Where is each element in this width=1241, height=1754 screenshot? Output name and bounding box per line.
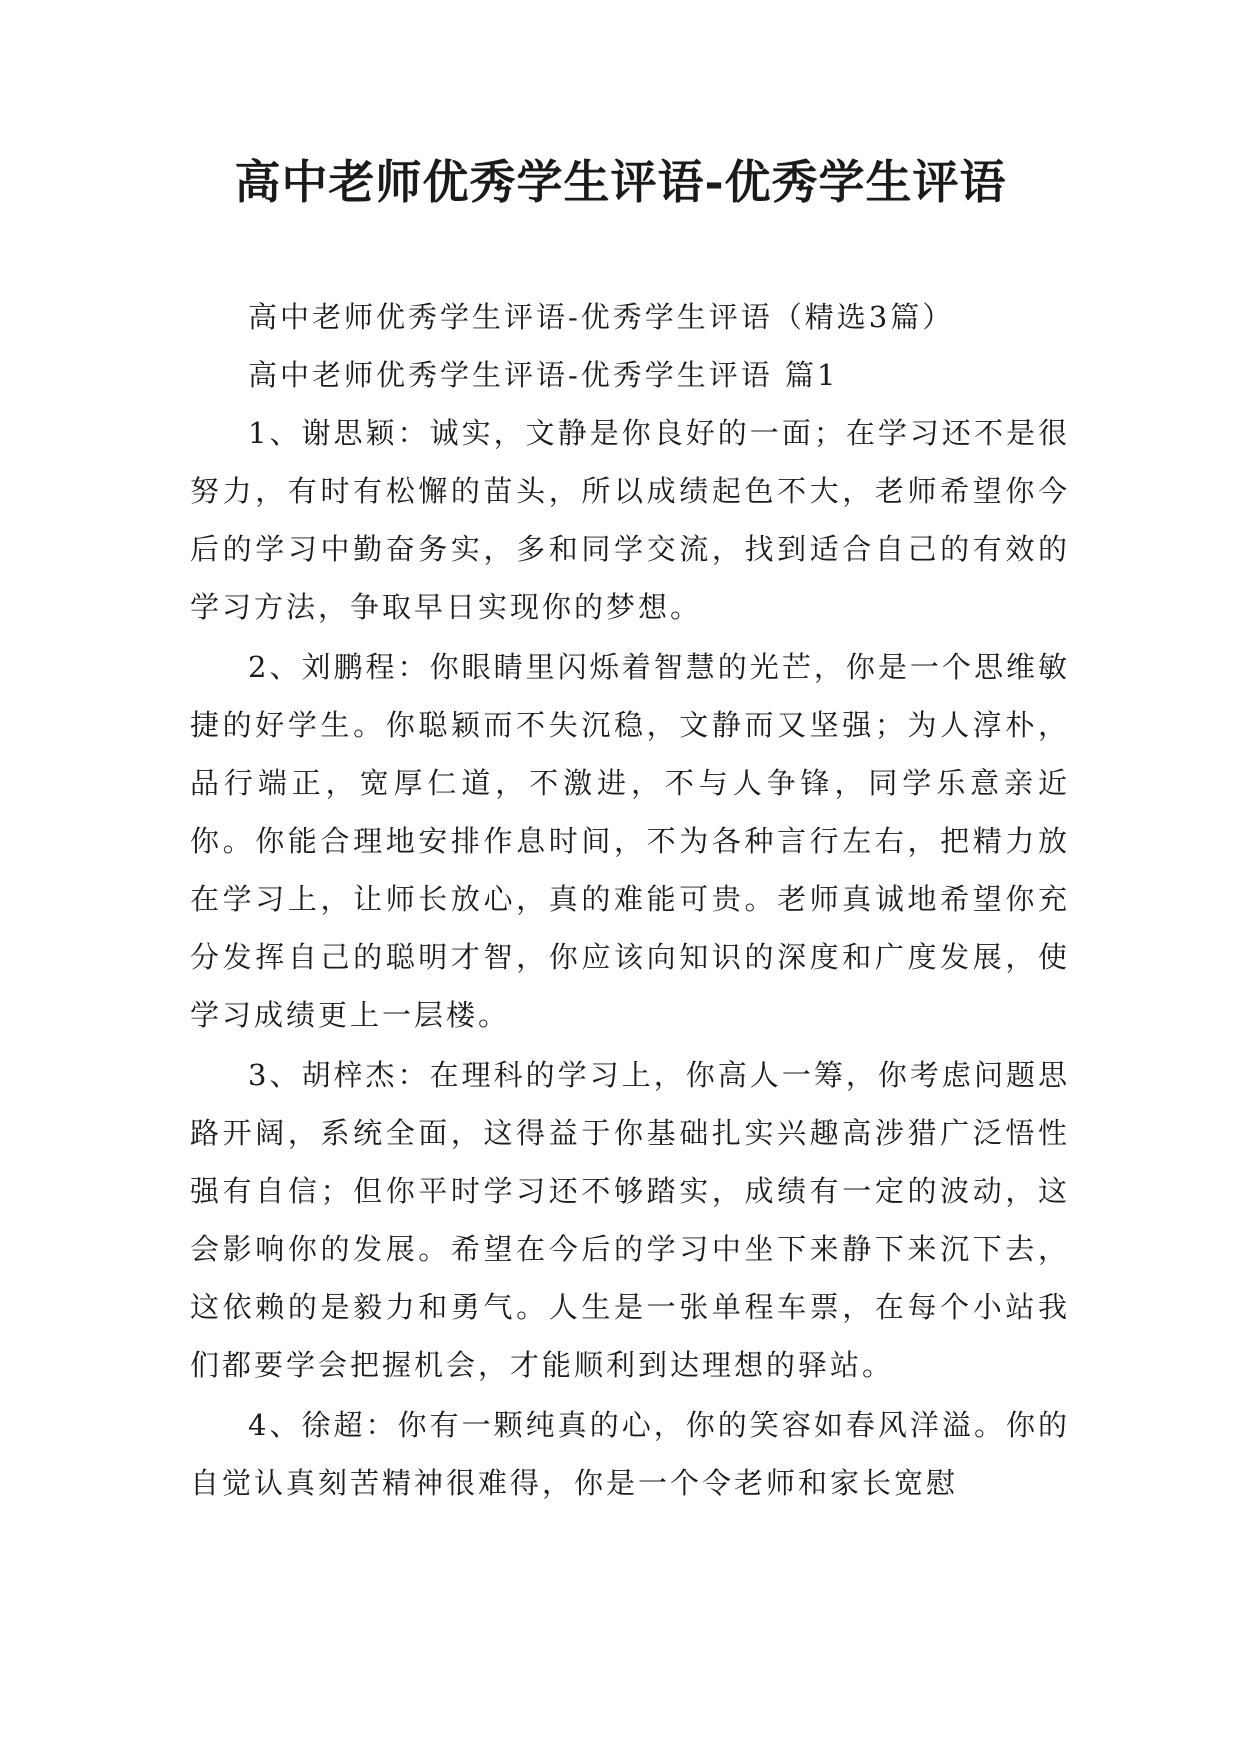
document-body — [190, 288, 1070, 1512]
comment-paragraph: 3、胡梓杰：在理科的学习上，你高人一筹，你考虑问题思路开阔，系统全面，这得益于你基础扎实兴趣高涉猎广泛悟性强有自信；但你平时学习还不够踏实，成绩有一定的波动，这会影响你的发展。希望在今后的学习中坐下来静下来沉下去，这依赖的是毅力和勇气。人生是一张单程车票，在每个小站我们都要学会把握机会，才能顺利到达理想的驿站。 — [190, 1058, 1070, 1382]
document-subtitle: 高中老师优秀学生评语-优秀学生评语（精选3篇） — [248, 300, 955, 334]
section-heading: 高中老师优秀学生评语-优秀学生评语 篇1 — [248, 358, 839, 392]
comment-paragraph: 2、刘鹏程：你眼睛里闪烁着智慧的光芒，你是一个思维敏捷的好学生。你聪颖而不失沉稳，文静而又坚强；为人淳朴，品行端正，宽厚仁道，不激进，不与人争锋，同学乐意亲近你。你能合理地安排作息时间，不为各种言行左右，把精力放在学习上，让师长放心，真的难能可贵。老师真诚地希望你充分发挥自己的聪明才智，你应该向知识的深度和广度发展，使学习成绩更上一层楼。 — [190, 650, 1070, 1032]
comment-paragraph: 4、徐超：你有一颗纯真的心，你的笑容如春风洋溢。你的自觉认真刻苦精神很难得，你是一个令老师和家长宽慰 — [190, 1408, 1070, 1500]
document-title: 高中老师优秀学生评语-优秀学生评语 — [234, 155, 1007, 209]
comment-paragraph: 1、谢思颖：诚实，文静是你良好的一面；在学习还不是很努力，有时有松懈的苗头，所以成绩起色不大，老师希望你今后的学习中勤奋务实，多和同学交流，找到适合自己的有效的学习方法，争取早日实现你的梦想。 — [190, 416, 1070, 624]
